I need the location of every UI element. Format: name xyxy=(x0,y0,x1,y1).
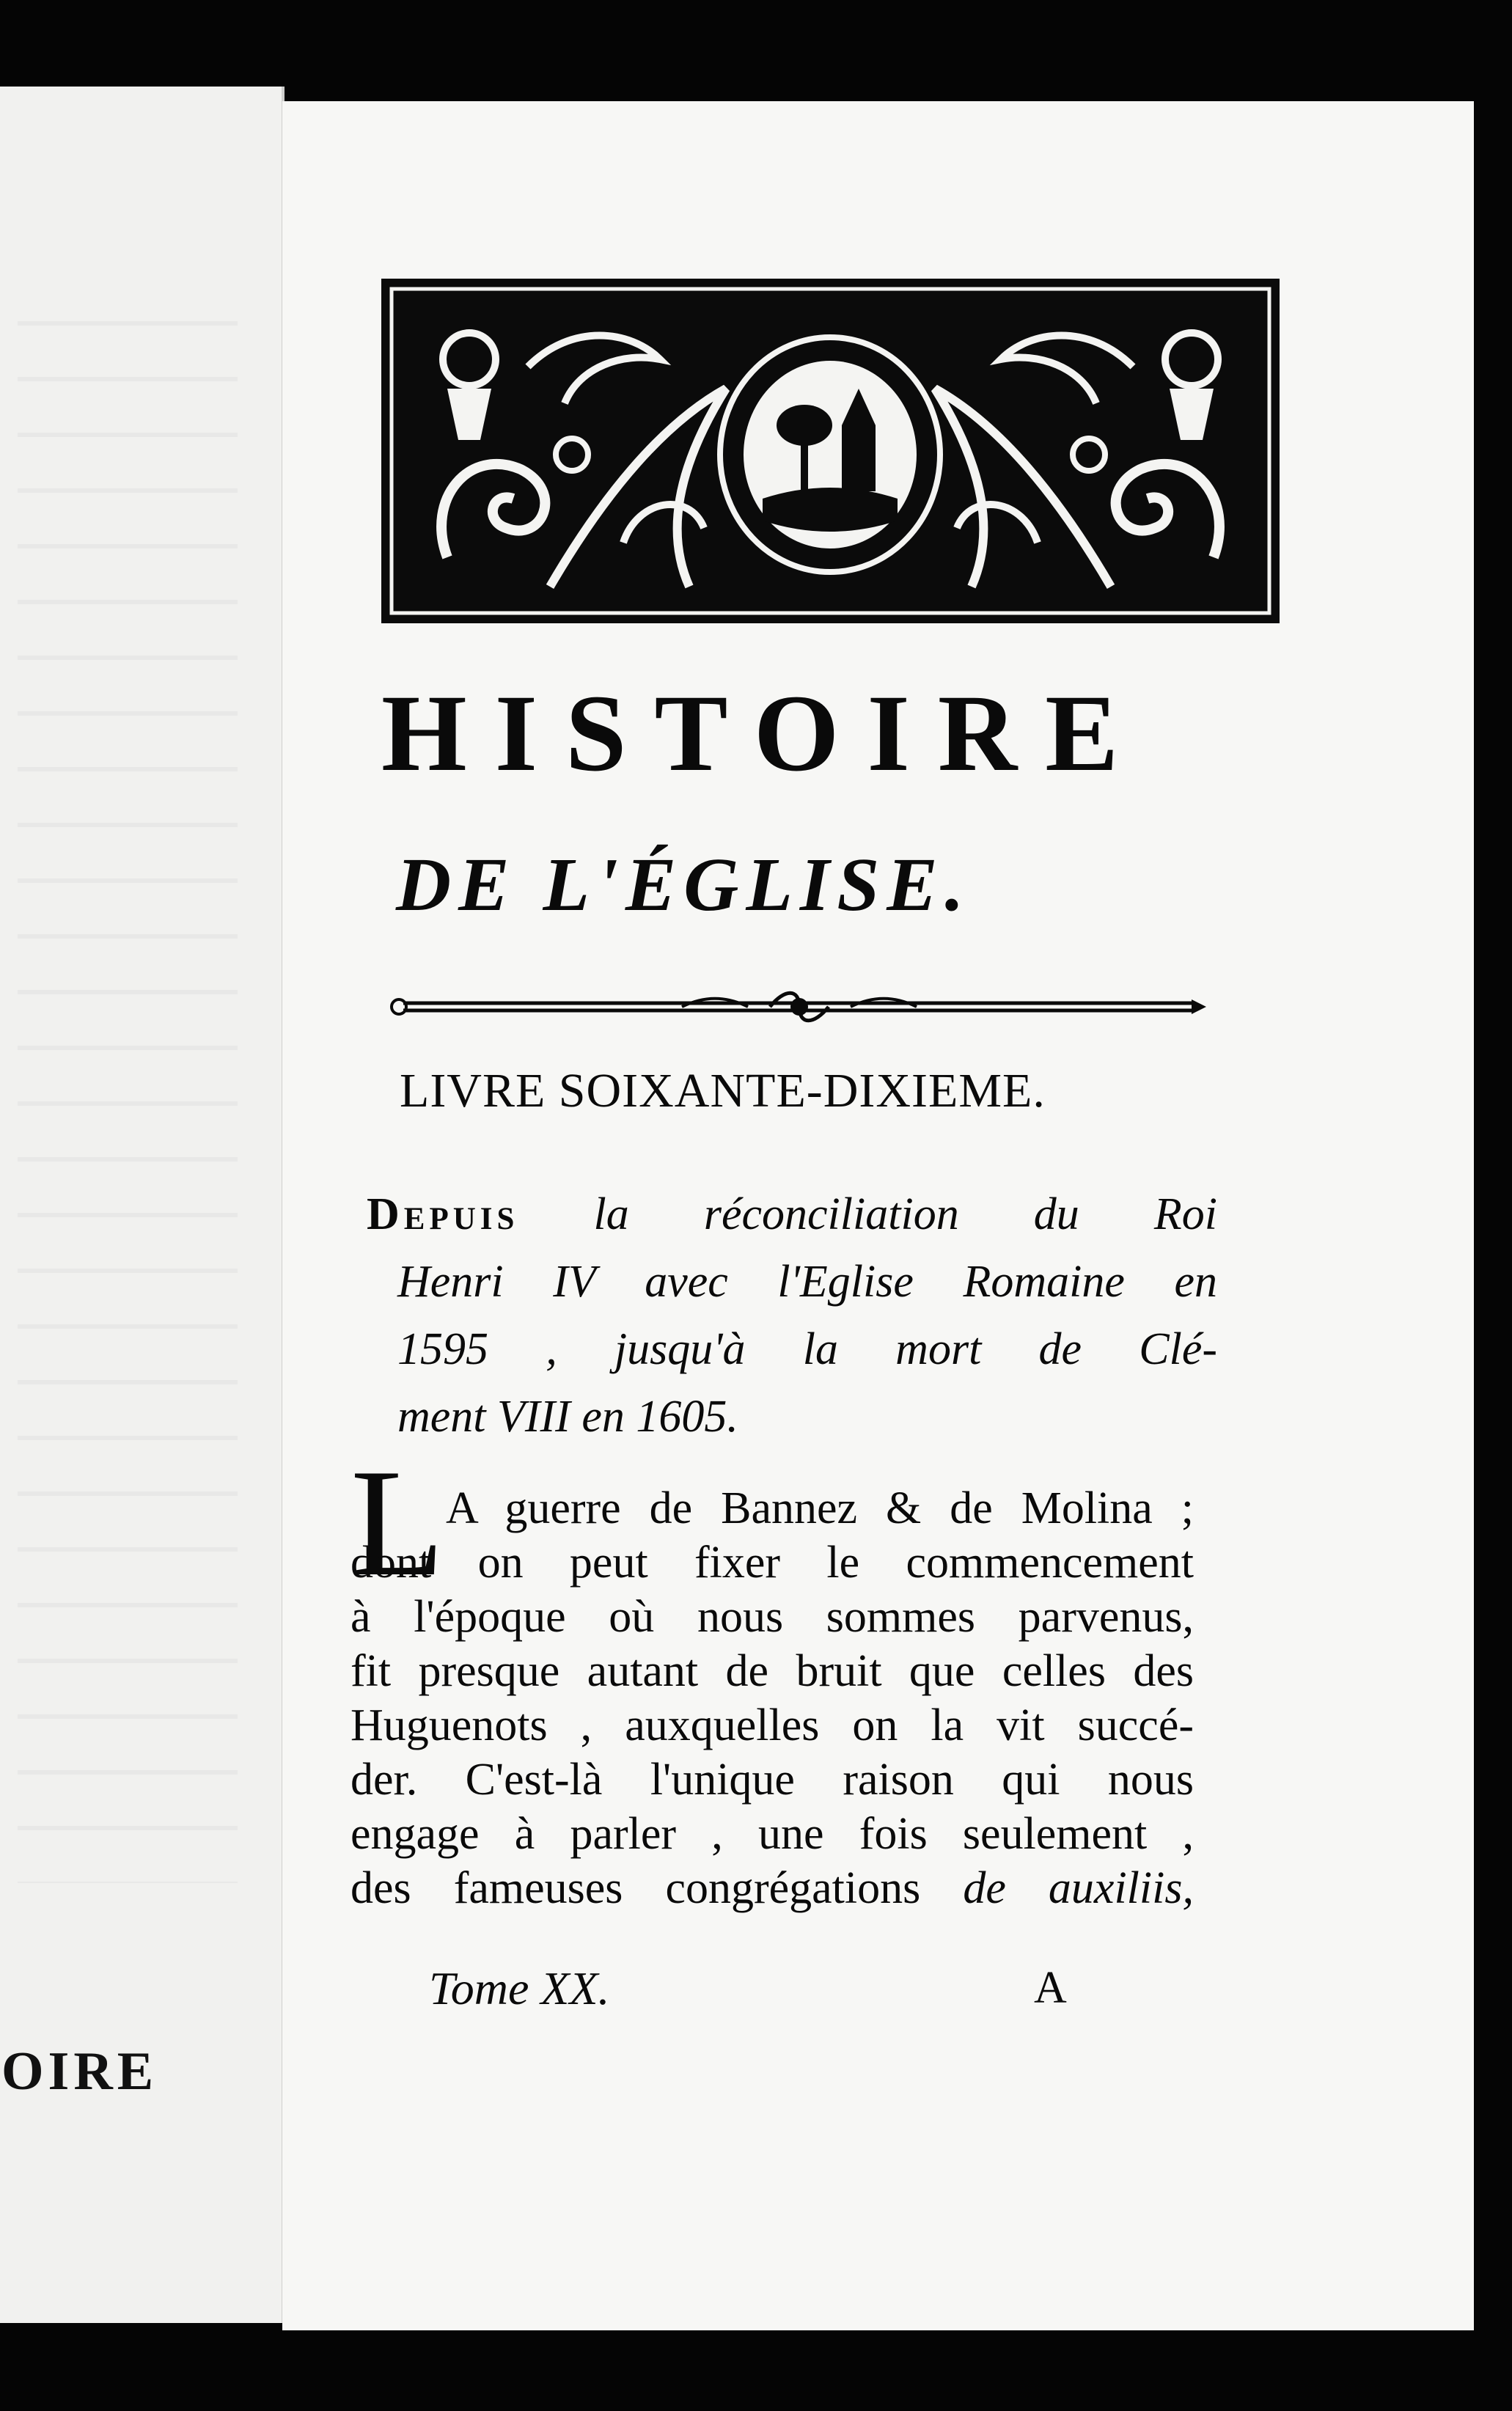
book-heading: LIVRE SOIXANTE-DIXIEME. xyxy=(400,1064,1046,1118)
page-title: HISTOIRE xyxy=(381,672,1147,794)
page-subtitle: DE L'ÉGLISE. xyxy=(396,843,972,927)
summary-line-2: Henri IV avec l'Eglise Romaine en xyxy=(397,1257,1217,1307)
ornamental-rule-icon xyxy=(389,988,1210,1025)
left-page xyxy=(0,87,285,2323)
body-line-6: der. C'est-là l'unique raison qui nous xyxy=(351,1755,1194,1805)
footer-tome: Tome XX. xyxy=(429,1962,610,2014)
body-line-2: dont on peut fixer le commencement xyxy=(351,1538,1194,1588)
body-line-7: engage à parler , une fois seulement , xyxy=(351,1809,1194,1859)
summary-lead-word: Depuis xyxy=(367,1189,519,1239)
summary-line-3: 1595 , jusqu'à la mort de Clé- xyxy=(397,1324,1217,1374)
body-line-8-normal: des fameuses congrégations xyxy=(351,1863,921,1913)
body-line-4: fit presque autant de bruit que celles des xyxy=(351,1646,1194,1696)
body-line-8 xyxy=(351,1861,1194,1915)
body-line-5: Huguenots , auxquelles on la vit succé- xyxy=(351,1700,1194,1750)
body-line-1: A guerre de Bannez & de Molina ; xyxy=(446,1483,1194,1533)
footer-signature: A xyxy=(1034,1963,1067,2013)
summary-line-1 xyxy=(367,1181,1217,1248)
body-paragraph xyxy=(351,1481,1194,1915)
summary-line-4: ment VIII en 1605. xyxy=(397,1392,738,1442)
summary-line-1-rest: la réconciliation du Roi xyxy=(593,1189,1217,1239)
left-page-partial-word: OIRE xyxy=(1,2041,158,2102)
chapter-summary xyxy=(367,1181,1217,1450)
body-line-8-italic: de auxiliis, xyxy=(963,1863,1194,1913)
drop-cap: L xyxy=(351,1438,445,1608)
floral-headpiece-ornament-icon xyxy=(381,279,1280,623)
bleed-through-text xyxy=(18,270,238,1883)
body-line-3: à l'époque où nous sommes parvenus, xyxy=(351,1592,1194,1642)
